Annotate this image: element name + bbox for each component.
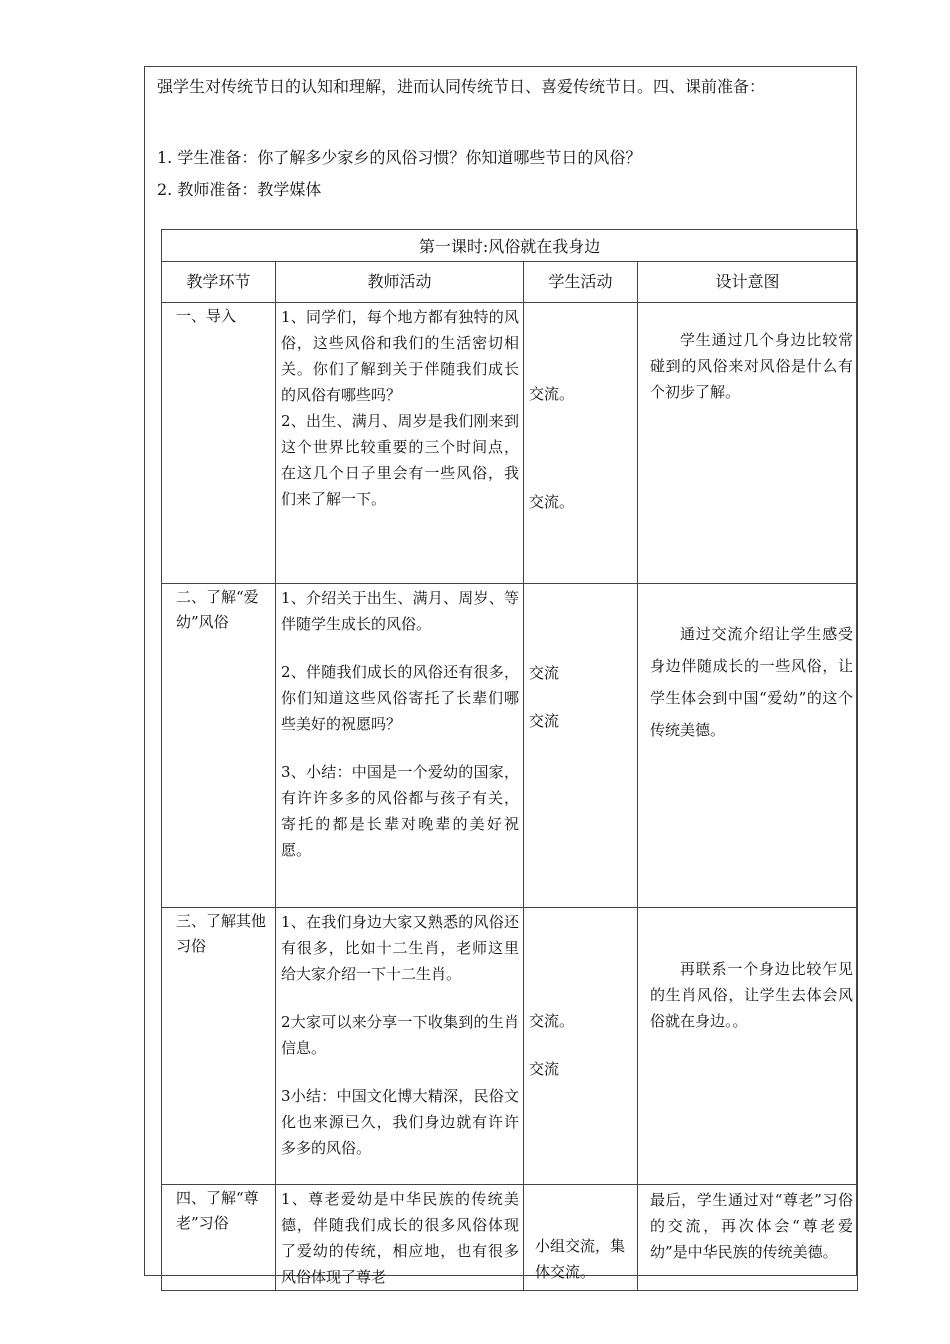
teacher-step: 1、尊老爱幼是中华民族的传统美德，伴随我们成长的很多风俗体现了爱幼的传统，相应地，也有很多风俗体现了尊老 bbox=[281, 1190, 519, 1286]
header-student-activity: 学生活动 bbox=[524, 262, 638, 303]
design-intent-cell bbox=[638, 1185, 858, 1291]
student-activity-cell bbox=[524, 303, 638, 584]
lesson-plan-table bbox=[161, 229, 858, 1291]
design-intent-cell bbox=[638, 908, 858, 1185]
teacher-step: 1、在我们身边大家又熟悉的风俗还有很多，比如十二生肖，老师这里给大家介绍一下十二生肖。 bbox=[281, 913, 519, 983]
student-activity-text: 交流 bbox=[529, 712, 560, 730]
teacher-step: 2、伴随我们成长的风俗还有很多，你们知道这些风俗寄托了长辈们哪些美好的祝愿吗？ bbox=[281, 663, 519, 733]
table-row bbox=[162, 584, 858, 908]
stage-cell: 四、了解“尊老”习俗 bbox=[162, 1185, 276, 1291]
design-intent-cell bbox=[638, 303, 858, 584]
teacher-activity-cell bbox=[276, 908, 524, 1185]
header-design-intent: 设计意图 bbox=[638, 262, 858, 303]
student-activity-cell bbox=[524, 908, 638, 1185]
teacher-step: 2大家可以来分享一下收集到的生肖信息。 bbox=[281, 1013, 519, 1057]
teacher-step: 1、同学们，每个地方都有独特的风俗，这些风俗和我们的生活密切相关。你们了解到关于伴随我们成长的风俗有哪些吗？ bbox=[281, 308, 519, 404]
teacher-preparation-item: 2. 教师准备：教学媒体 bbox=[157, 180, 322, 199]
stage-cell: 二、了解“爱幼”风俗 bbox=[162, 584, 276, 908]
table-row bbox=[162, 908, 858, 1185]
teacher-step: 2、出生、满月、周岁是我们刚来到这个世界比较重要的三个时间点，在这几个日子里会有一些风俗，我们来了解一下。 bbox=[281, 412, 519, 508]
teacher-step: 1、介绍关于出生、满月、周岁、等伴随学生成长的风俗。 bbox=[281, 589, 519, 633]
table-row bbox=[162, 1185, 858, 1291]
student-activity-text: 交流。 bbox=[529, 385, 575, 403]
table-row bbox=[162, 303, 858, 584]
design-intent-cell bbox=[638, 584, 858, 908]
lesson-title: 第一课时:风俗就在我身边 bbox=[162, 230, 858, 262]
header-stage: 教学环节 bbox=[162, 262, 276, 303]
design-intent-text: 最后，学生通过对“尊老”习俗的交流，再次体会“尊老爱幼”是中华民族的传统美德。 bbox=[650, 1191, 854, 1261]
student-activity-text: 交流 bbox=[529, 1060, 560, 1078]
student-activity-text: 小组交流，集体交流。 bbox=[535, 1237, 626, 1281]
teacher-activity-cell bbox=[276, 584, 524, 908]
design-intent-text: 学生通过几个身边比较常碰到的风俗来对风俗是什么有个初步了解。 bbox=[650, 331, 854, 401]
student-activity-text: 交流。 bbox=[529, 1012, 575, 1030]
intro-paragraph: 强学生对传统节日的认知和理解，进而认同传统节日、喜爱传统节日。四、课前准备： bbox=[157, 77, 766, 96]
student-activity-text: 交流 bbox=[529, 664, 560, 682]
student-activity-text: 交流。 bbox=[529, 493, 575, 511]
teacher-step: 3、小结：中国是一个爱幼的国家，有许许多多的风俗都与孩子有关，寄托的都是长辈对晚辈的美好祝愿。 bbox=[281, 763, 519, 859]
stage-cell: 三、了解其他习俗 bbox=[162, 908, 276, 1185]
design-intent-text: 再联系一个身边比较乍见的生肖风俗，让学生去体会风俗就在身边。。 bbox=[650, 960, 854, 1030]
student-activity-cell bbox=[524, 584, 638, 908]
stage-cell: 一、导入 bbox=[162, 303, 276, 584]
teacher-step: 3小结：中国文化博大精深，民俗文化也来源已久，我们身边就有许许多多的风俗。 bbox=[281, 1087, 519, 1157]
student-activity-cell bbox=[524, 1185, 638, 1291]
teacher-activity-cell bbox=[276, 303, 524, 584]
teacher-activity-cell bbox=[276, 1185, 524, 1291]
student-preparation-item: 1. 学生准备：你了解多少家乡的风俗习惯？你知道哪些节日的风俗？ bbox=[157, 148, 642, 167]
header-teacher-activity: 教师活动 bbox=[276, 262, 524, 303]
design-intent-text: 通过交流介绍让学生感受身边伴随成长的一些风俗，让学生体会到中国“爱幼”的这个传统美德。 bbox=[650, 625, 854, 739]
